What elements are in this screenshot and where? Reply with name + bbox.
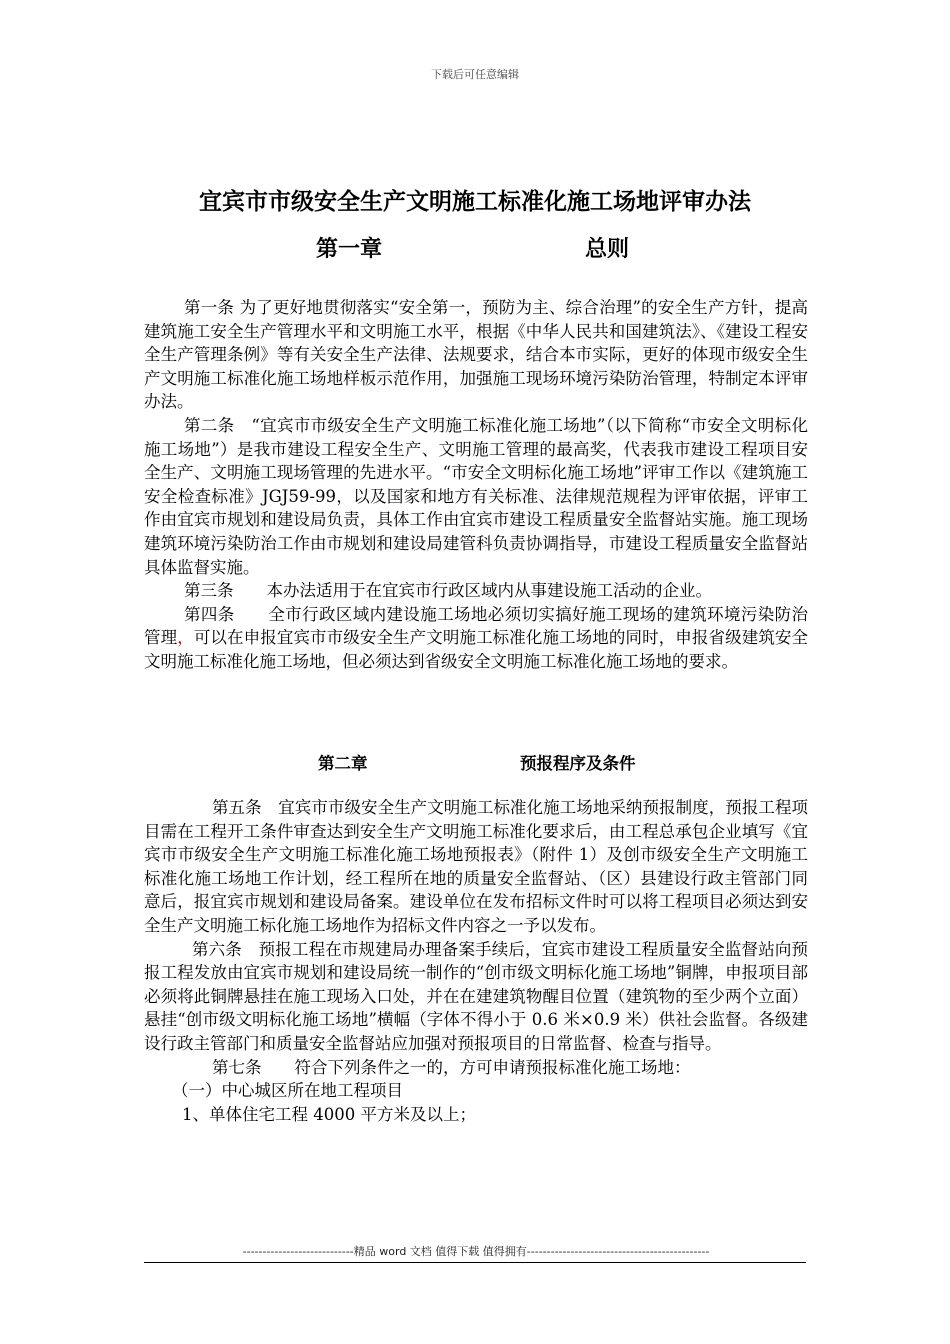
- chapter-1-name: 总则: [585, 237, 630, 262]
- condition-item-1-1: 1、单体住宅工程 4000 平方米及以上；: [182, 1104, 476, 1124]
- document-title: 宜宾市市级安全生产文明施工标准化施工场地评审办法: [199, 189, 751, 215]
- article-5: 第五条 宜宾市市级安全生产文明施工标准化施工场地采纳预报制度，预报工程项目需在工程开工条件审查达到安全生产文明施工标准化要求后，由工程总承包企业填写《宜宾市市级安全生产文明施工标准化施工场地预报表》（附件 1）及创市级安全生产文明施工标准化施工场地工作计划，经工程所在地的质量安全监督站、（区）县建设行政主管部门同意后，报宜宾市规划和建设局备案。建设单位在发布招标文件时可以将工程项目必须达到安全生产文明施工标化施工场地作为招标文件内容之一予以发布。: [144, 798, 808, 935]
- chapter-1-heading: [0, 232, 950, 266]
- article-4-part1: 第四条 全市行政区域内建设施工场地必须切实搞好施工现场的建筑环境污染防治管理: [144, 604, 808, 648]
- article-1: 第一条 为了更好地贯彻落实“安全第一，预防为主、综合治理”的安全生产方针，提高建筑施工安全生产管理水平和文明施工水平，根据《中华人民共和国建筑法》、《建设工程安全生产管理条例》等有关安全生产法律、法规要求，结合本市实际，更好的体现市级安全生产文明施工标准化施工场地样板示范作用，加强施工现场环境污染防治管理，特制定本评审办法。: [144, 298, 808, 412]
- article-4: [144, 603, 808, 674]
- chapter-2-name: 预报程序及条件: [520, 754, 636, 773]
- chapter-1-body: [144, 296, 808, 674]
- article-4-part2: 可以在申报宜宾市市级安全生产文明施工标准化施工场地的同时，申报省级建筑安全文明施工标准化施工场地，但必须达到省级安全文明施工标准化施工场地的要求。: [144, 628, 809, 671]
- chapter-2-number: 第二章: [318, 754, 368, 773]
- footer-text: ----------------------------精品 word 文档 值得下载 值得拥有----------------------------------------------: [242, 1245, 710, 1258]
- chapter-2-body: [144, 796, 808, 1126]
- article-7: 第七条 符合下列条件之一的，方可申请预报标准化施工场地：: [212, 1057, 691, 1077]
- chapter-2-heading: [0, 750, 950, 776]
- article-6: 第六条 预报工程在市规建局办理备案手续后，宜宾市建设工程质量安全监督站向预报工程发放由宜宾市规划和建设局统一制作的“创市级文明标化施工场地”铜牌，申报项目部必须将此铜牌悬挂在施工现场入口处，并在在建建筑物醒目位置（建筑物的至少两个立面）悬挂“创市级文明标化施工场地”横幅（字体不得小于 0.6 米×0.9 米）供社会监督。各级建设行政主管部门和质量安全监督站应加强对预报项目的日常监督、检查与指导。: [144, 939, 808, 1053]
- chapter-1-number: 第一章: [316, 237, 383, 262]
- condition-item-1: （一）中心城区所在地工程项目: [172, 1081, 403, 1101]
- article-3: 第三条 本办法适用于在宜宾市行政区域内从事建设施工活动的企业。: [184, 581, 712, 601]
- article-2: 第二条 “宜宾市市级安全生产文明施工标准化施工场地”（以下简称“市安全文明标化施工场地”）是我市建设工程安全生产、文明施工管理的最高奖，代表我市建设工程项目安全生产、文明施工现场管理的先进水平。“市安全文明标化施工场地”评审工作以《建筑施工安全检查标准》JGJ59-99，以及国家和地方有关标准、法律规范规程为评审依据，评审工作由宜宾市规划和建设局负责，具体工作由宜宾市建设工程质量安全监督站实施。施工现场建筑环境污染防治工作由市规划和建设局建管科负责协调指导，市建设工程质量安全监督站具体监督实施。: [144, 415, 808, 577]
- header-note: 下载后可任意编辑: [431, 68, 519, 81]
- footer-rule: [144, 1262, 806, 1263]
- article-4-red-comma: ，: [177, 628, 194, 648]
